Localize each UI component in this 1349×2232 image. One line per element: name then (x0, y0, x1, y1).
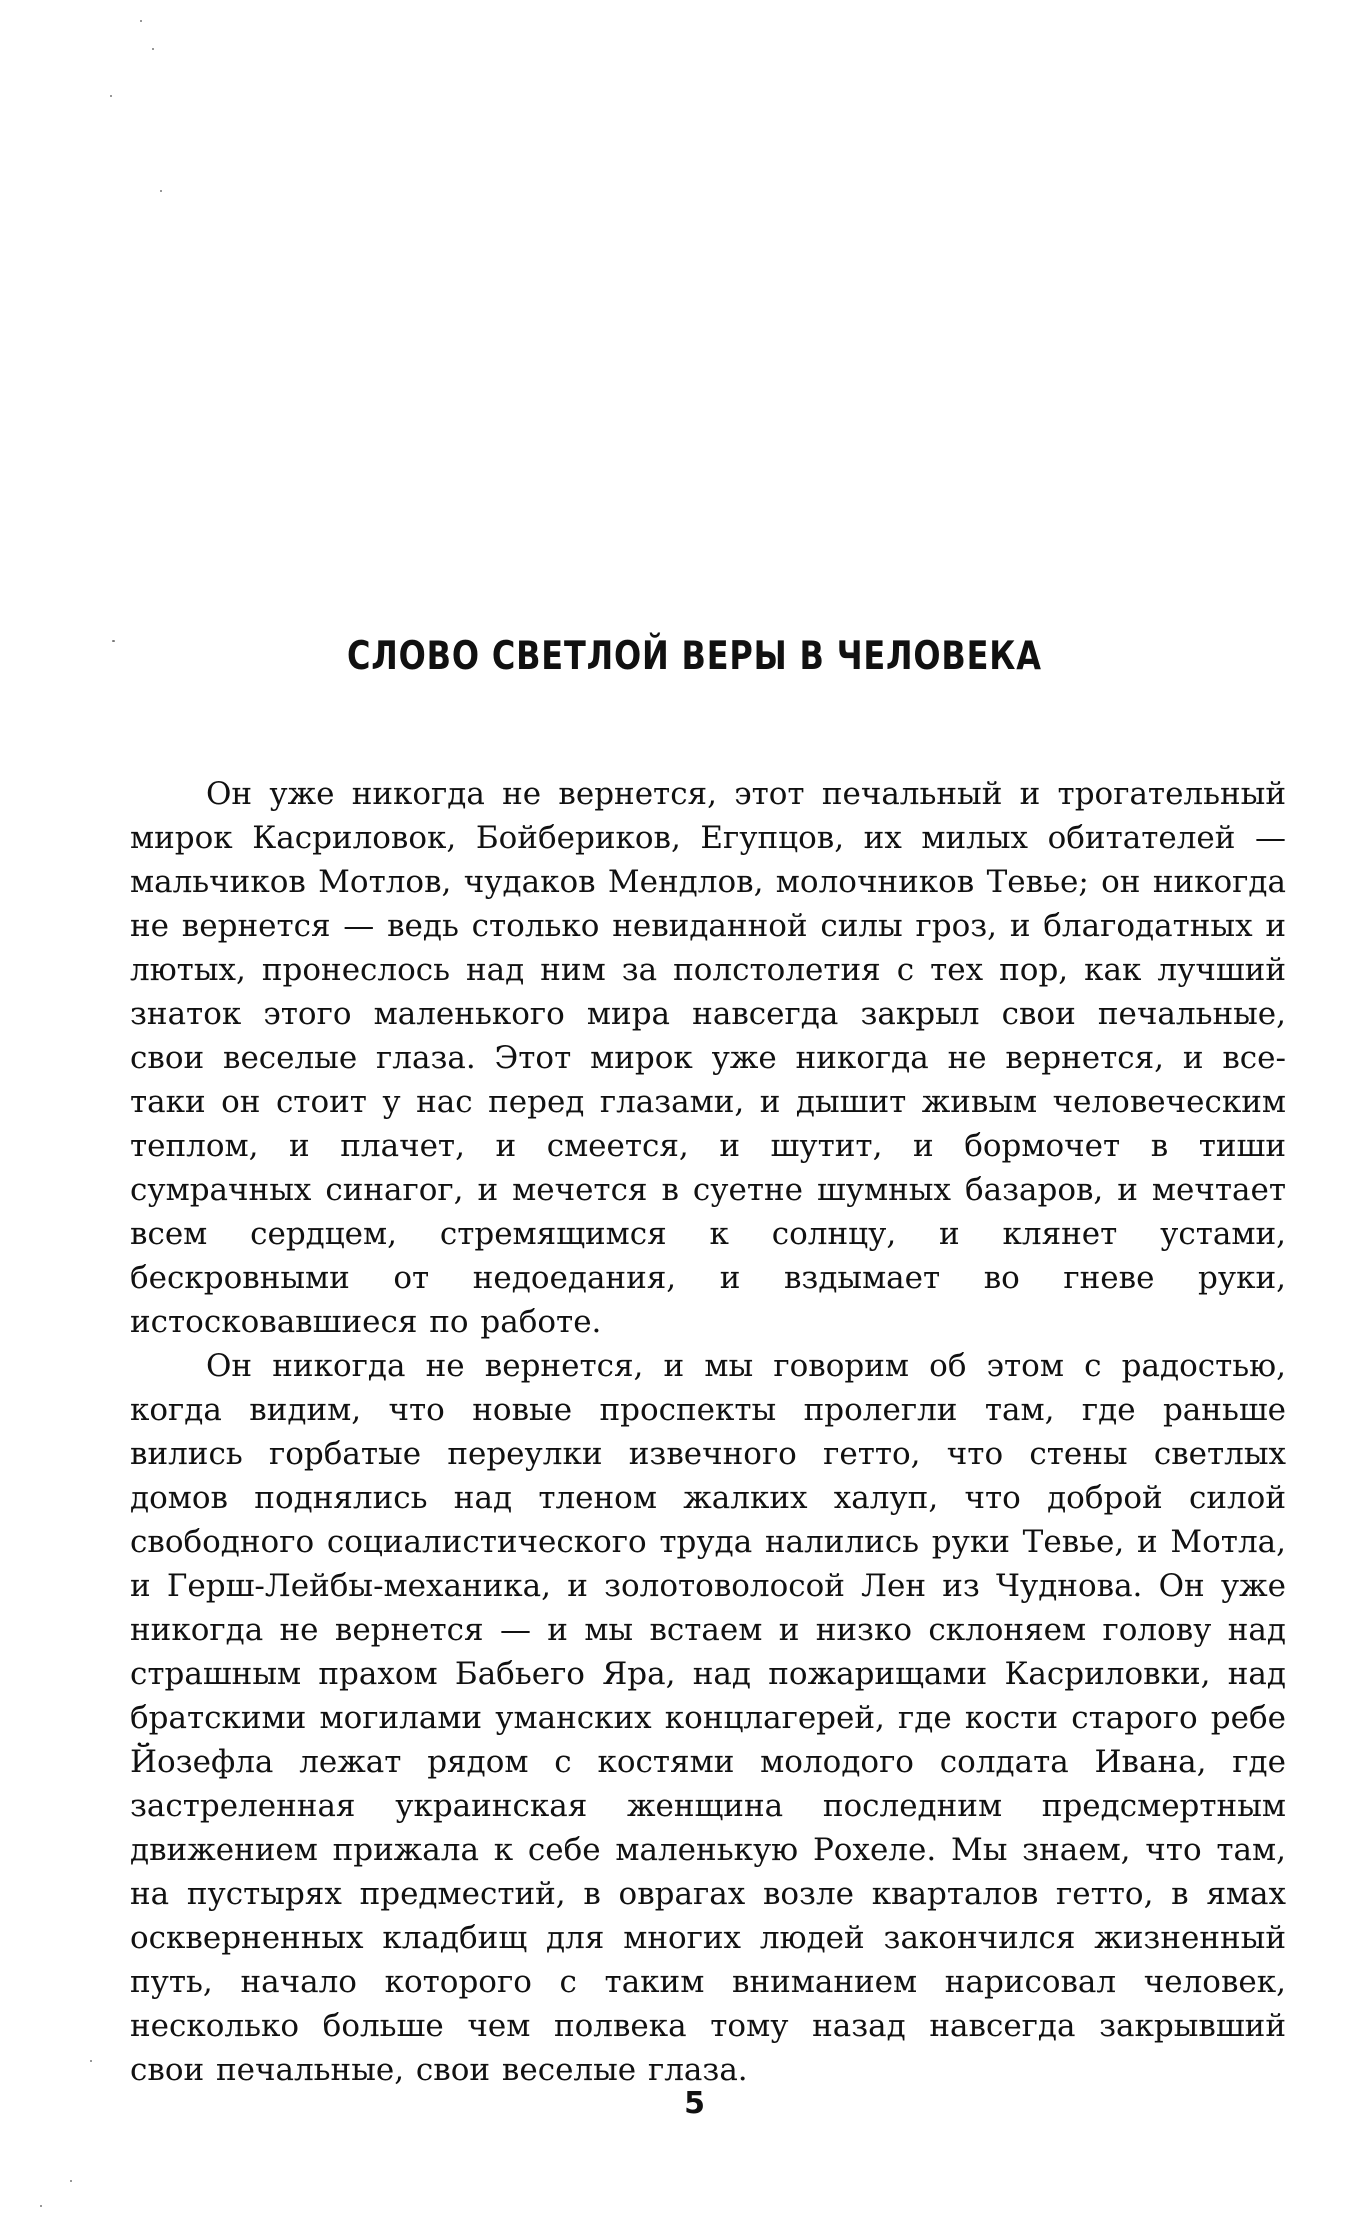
paragraph-2: Он никогда не вернется, и мы говорим об этом с радостью, когда видим, что новые проспекты пролегли там, где раньше вились горбатые переулки извечного гетто, что стены светлых домов поднялись над тленом жалких халуп, что доброй силой свободного социалистического труда налились руки Тевье, и Мотла, и Герш-Лейбы-механика, и золотоволосой Лен из Чуднова. Он уже никогда не вернется — и мы встаем и низко склоняем голову над страшным прахом Бабьего Яра, над пожарищами Касриловки, над братскими могилами уманских концлагерей, где кости старого ребе Йозефла лежат рядом с костями молодого солдата Ивана, где застреленная украинская женщина последним предсмертным движением прижала к себе маленькую Рохеле. Мы знаем, что там, на пустырях предместий, в оврагах возле кварталов гетто, в ямах оскверненных кладбищ для многих людей закончился жизненный путь, начало которого с таким вниманием нарисовал человек, несколько больше чем полвека тому назад навсегда закрывший свои печальные, свои веселые глаза. (130, 1348, 1286, 2088)
chapter-title: СЛОВО СВЕТЛОЙ ВЕРЫ В ЧЕЛОВЕКА (346, 634, 1042, 679)
scan-speck (160, 190, 162, 192)
scan-speck (152, 48, 154, 50)
chapter-body (130, 772, 1286, 2092)
scan-speck (90, 2060, 92, 2062)
paragraph-1: Он уже никогда не вернется, этот печальный и трогательный мирок Касриловок, Бойбериков, Егупцов, их милых обитателей — мальчиков Мотлов, чудаков Мендлов, молочников Тевье; он никогда не вернется — ведь столько невиданной силы гроз, и благодатных и лютых, пронеслось над ним за полстолетия с тех пор, как лучший знаток этого маленького мира навсегда закрыл свои печальные, свои веселые глаза. Этот мирок уже никогда не вернется, и все-таки он стоит у нас перед глазами, и дышит живым человеческим теплом, и плачет, и смеется, и шутит, и бормочет в тиши сумрачных синагог, и мечется в суетне шумных базаров, и мечтает всем сердцем, стремящимся к солнцу, и клянет устами, бескровными от недоедания, и вздымает во гневе руки, истосковавшиеся по работе. (130, 776, 1286, 1340)
page-number: 5 (684, 2086, 705, 2121)
scan-speck (140, 20, 142, 22)
scan-speck (70, 2180, 72, 2182)
scan-speck (110, 95, 112, 97)
scan-speck (112, 640, 115, 642)
scan-speck (40, 2205, 42, 2207)
